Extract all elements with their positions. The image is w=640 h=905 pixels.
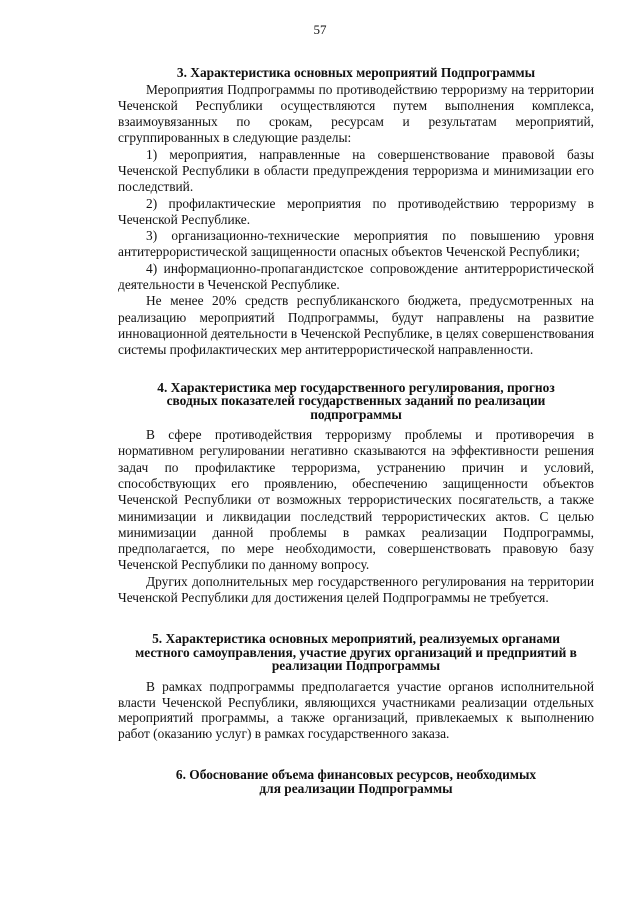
document-body (118, 58, 594, 795)
section-4-paragraph: Других дополнительных мер государственного регулирования на территории Чеченской Республики для достижения целей Подпрограммы не требуется. (118, 573, 594, 606)
section-4-heading (118, 381, 594, 422)
section-3-list-item-3: 3) организационно-технические мероприятия по повышению уровня антитеррористической защищенности опасных объектов Чеченской Республики; (118, 228, 594, 260)
section-3-list-item-1: 1) мероприятия, направленные на совершенствование правовой базы Чеченской Республики в области предупреждения терроризма и минимизации его последствий. (118, 146, 594, 195)
heading-line: местного самоуправления, участие других организаций и предприятий в (135, 644, 577, 660)
section-3-heading: 3. Характеристика основных мероприятий Подпрограммы (176, 65, 536, 80)
section-3-paragraph: Мероприятия Подпрограммы по противодействию терроризму на территории Чеченской Республики осуществляются путем выполнения комплекса, взаимоувязанных по срокам, ресурсам и результатам мероприятий, сгруппированных в следующие разделы: (118, 81, 594, 146)
heading-line: сводных показателей государственных заданий по реализации (166, 393, 546, 409)
section-5-heading (118, 632, 594, 673)
section-6-heading (118, 768, 594, 795)
heading-line: 4. Характеристика мер государственного регулирования, прогноз (157, 379, 555, 395)
heading-line: 5. Характеристика основных мероприятий, реализуемых органами (152, 631, 560, 647)
section-3-list-item-2: 2) профилактические мероприятия по противодействию терроризму в Чеченской Республике. (118, 195, 594, 227)
heading-line: подпрограммы (310, 406, 402, 422)
section-3-list-item-4: 4) информационно-пропагандистское сопровождение антитеррористической деятельности в Чеченской Республике. (118, 260, 594, 293)
heading-line: 6. Обоснование объема финансовых ресурсов, необходимых (175, 767, 537, 782)
page-number: 57 (313, 22, 327, 37)
section-4-paragraph: В сфере противодействия терроризму проблемы и противоречия в нормативном регулировании негативно сказываются на эффективности решения задач по профилактике терроризма, устранению причин и условий, способствующих его проявлению, обеспечению защищенности объектов Чеченской Республики от возможных террористических посягательств, а также минимизации и ликвидации последствий террористических актов. С целью минимизации данной проблемы в рамках реализации Подпрограммы, предполагается, по мере необходимости, совершенствовать правовую базу Чеченской Республики по данному вопросу. (118, 427, 594, 573)
section-5-paragraph: В рамках подпрограммы предполагается участие органов исполнительной власти Чеченской Республики, являющихся участниками реализации отдельных мероприятий программы, а также организаций, привлекаемых к выполнению работ (оказанию услуг) в рамках государственного заказа. (118, 678, 594, 742)
section-3-paragraph-budget: Не менее 20% средств республиканского бюджета, предусмотренных на реализацию мероприятий Подпрограммы, будут направлены на развитие инновационной деятельности в Чеченской Республике, в целях совершенствования системы профилактических мер антитеррористической направленности. (118, 293, 594, 358)
heading-line: реализации Подпрограммы (271, 658, 441, 674)
heading-line: для реализации Подпрограммы (259, 780, 453, 796)
